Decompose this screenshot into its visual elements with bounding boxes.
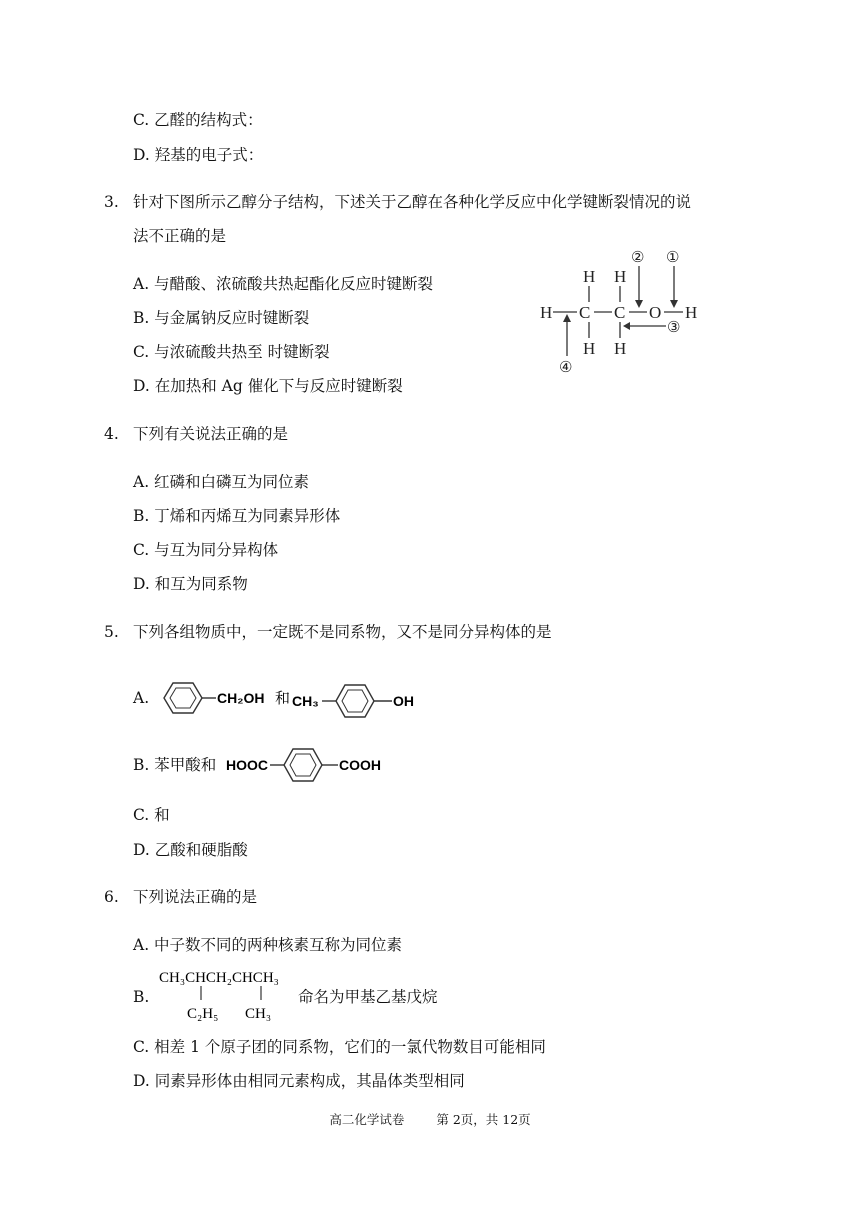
- q6-option-a: A. 中子数不同的两种核素互称为同位素: [133, 936, 403, 954]
- q5-option-b-prefix: B. 苯甲酸和: [133, 756, 217, 774]
- q5-option-a-prefix: A.: [133, 689, 150, 707]
- q5-stem: 下列各组物质中，一定既不是同系物，又不是同分异构体的是: [133, 623, 552, 641]
- q5-a-ch3: CH₃: [292, 693, 319, 709]
- page-footer: [0, 1110, 860, 1128]
- q6-option-c: C. 相差 1 个原子团的同系物，它们的一氯代物数目可能相同: [133, 1038, 546, 1056]
- q5-a-oh: OH: [393, 693, 414, 709]
- label-4: ④: [559, 360, 573, 376]
- footer-title: 高二化学试卷: [329, 1112, 405, 1127]
- q5-b-hooc: HOOC: [226, 757, 268, 773]
- atom-c-left: C: [579, 303, 591, 322]
- q6-b-branch-ethyl: C₂H₅: [187, 1006, 219, 1022]
- atom-h-top-left: H: [583, 267, 596, 286]
- atom-h-bottom-right: H: [614, 339, 627, 358]
- q4-option-c: C. 与互为同分异构体: [133, 541, 279, 559]
- atom-h-left: H: [540, 303, 553, 322]
- q4-option-a: A. 红磷和白磷互为同位素: [133, 473, 310, 491]
- atom-h-bottom-left: H: [583, 339, 596, 358]
- atom-c-right: C: [614, 303, 626, 322]
- footer-page-number: 第 2页，共 12页: [436, 1112, 531, 1127]
- q3-stem-line1: 针对下图所示乙醇分子结构，下述关于乙醇在各种化学反应中化学键断裂情况的说: [133, 193, 692, 211]
- q4-stem: 下列有关说法正确的是: [133, 425, 289, 443]
- label-1: ①: [666, 250, 680, 266]
- q5-number: 5.: [104, 623, 119, 641]
- q5-option-b-structure: [226, 744, 406, 786]
- q6-option-b-suffix: 命名为甲基乙基戊烷: [298, 988, 438, 1006]
- q5-a-and: 和: [275, 691, 291, 707]
- q4-option-d: D. 和互为同系物: [133, 575, 248, 593]
- q3-stem-line2: 法不正确的是: [133, 227, 227, 245]
- q2-option-c: C. 乙醛的结构式：: [133, 111, 263, 129]
- label-3: ③: [667, 320, 681, 336]
- q5-option-a-structures: [160, 676, 430, 720]
- q6-option-b-prefix: B.: [133, 988, 150, 1006]
- q3-option-c: C. 与浓硫酸共热至 时键断裂: [133, 343, 330, 361]
- q6-option-b-formula: [157, 966, 302, 1024]
- q3-option-d: D. 在加热和 Ag 催化下与反应时键断裂: [133, 377, 403, 395]
- q6-stem: 下列说法正确的是: [133, 888, 258, 906]
- q5-option-c: C. 和: [133, 806, 170, 824]
- q3-option-a: A. 与醋酸、浓硫酸共热起酯化反应时键断裂: [133, 275, 434, 293]
- q3-number: 3.: [104, 193, 119, 211]
- q6-number: 6.: [104, 888, 119, 906]
- q6-b-branch-methyl: CH₃: [245, 1006, 272, 1022]
- q4-number: 4.: [104, 425, 119, 443]
- q3-option-b: B. 与金属钠反应时键断裂: [133, 309, 310, 327]
- q5-a-ch2oh: CH₂OH: [217, 690, 265, 706]
- label-2: ②: [631, 250, 645, 266]
- atom-h-top-right: H: [614, 267, 627, 286]
- q4-option-b: B. 丁烯和丙烯互为同素异形体: [133, 507, 341, 525]
- ethanol-structure-figure: [530, 240, 720, 380]
- atom-o: O: [649, 303, 662, 322]
- q2-option-d: D. 羟基的电子式：: [133, 146, 264, 164]
- q6-option-d: D. 同素异形体由相同元素构成，其晶体类型相同: [133, 1072, 465, 1090]
- q5-option-d: D. 乙酸和硬脂酸: [133, 841, 248, 859]
- atom-h-right: H: [685, 303, 698, 322]
- q5-b-cooh: COOH: [339, 757, 381, 773]
- q6-b-main-chain: CH₃CHCH₂CHCH₃: [159, 970, 279, 986]
